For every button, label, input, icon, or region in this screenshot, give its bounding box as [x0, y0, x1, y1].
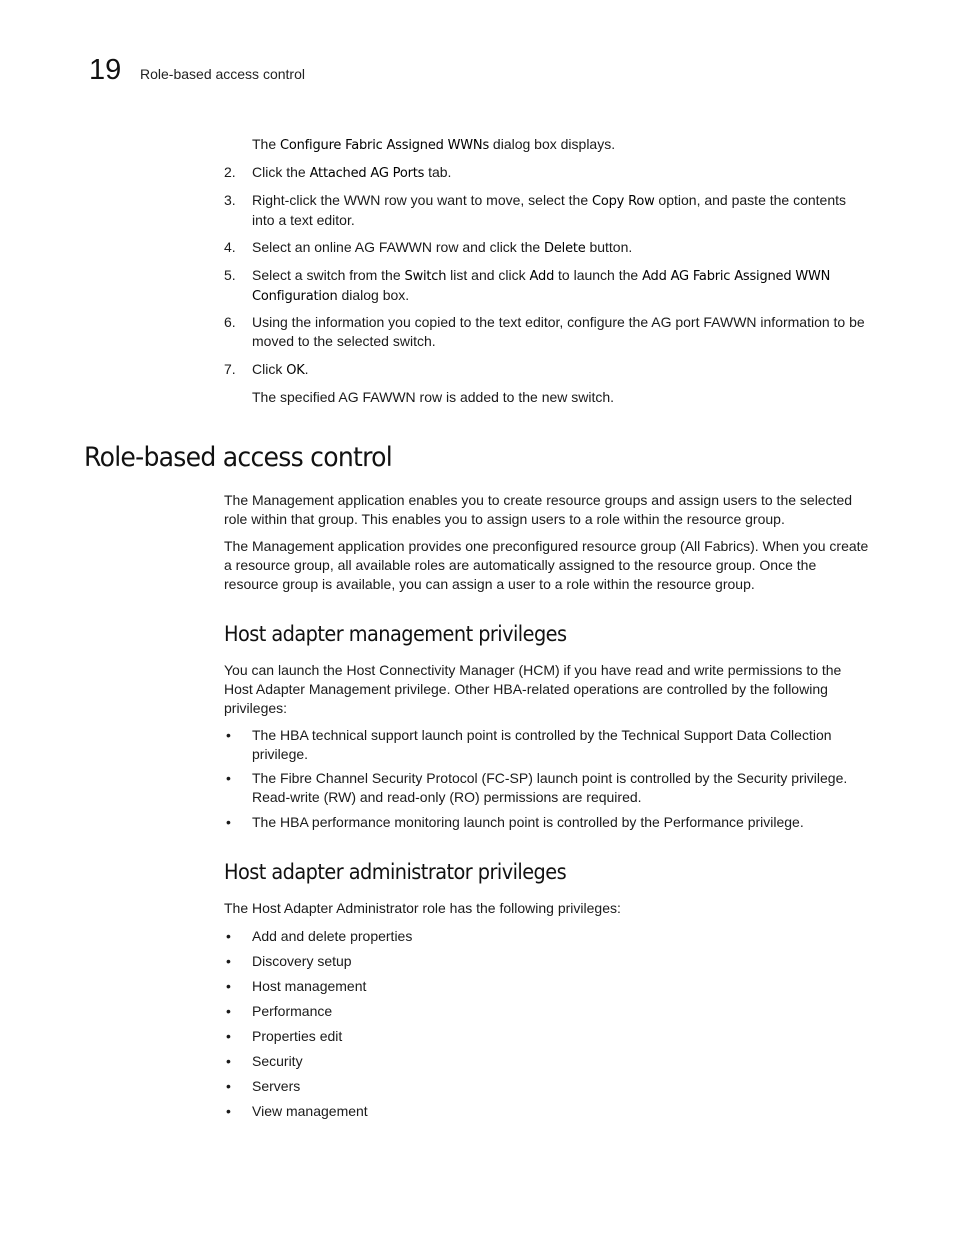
- text-run: .: [304, 361, 309, 377]
- ui-term: Add: [529, 269, 555, 284]
- bullet-icon: •: [226, 1003, 231, 1019]
- step-number: 7.: [224, 361, 236, 377]
- bullet-icon: •: [226, 1103, 231, 1119]
- text-run: list and click: [446, 267, 530, 283]
- list-item-text: Security: [252, 1053, 303, 1069]
- step-number: 4.: [224, 239, 236, 255]
- text-run: to launch the: [554, 267, 643, 283]
- bullet-icon: •: [226, 953, 231, 969]
- bullet-icon: •: [226, 770, 231, 786]
- subsection-heading: Host adapter administrator privileges: [224, 860, 567, 884]
- section-heading: Role-based access control: [84, 442, 392, 473]
- text-run: Using the information you copied to the text editor, configure the AG port FAWWN information to be moved to the selected switch.: [252, 314, 865, 349]
- list-item-text: Host management: [252, 978, 367, 994]
- ui-term: Copy Row: [592, 194, 655, 209]
- ui-term: Attached AG Ports: [309, 166, 425, 181]
- subsection-paragraph: You can launch the Host Connectivity Manager (HCM) if you have read and write permissions to the Host Adapter Management privilege. Other HBA-related operations are controlled by the following privileges:: [224, 662, 842, 716]
- text-run: Select a switch from the: [252, 267, 405, 283]
- bullet-icon: •: [226, 814, 231, 830]
- subsection-heading: Host adapter management privileges: [224, 622, 567, 646]
- step-result-text: The specified AG FAWWN row is added to the new switch.: [252, 389, 615, 405]
- text-run: Click: [252, 361, 287, 377]
- list-item-text: Discovery setup: [252, 953, 352, 969]
- ui-term: Switch: [404, 269, 447, 284]
- list-item-text: Servers: [252, 1078, 301, 1094]
- list-item-text: Properties edit: [252, 1028, 343, 1044]
- ui-term: Add AG Fabric Assigned WWN Configuration: [252, 269, 831, 304]
- chapter-title: Role-based access control: [140, 66, 305, 82]
- text-run: button.: [585, 239, 633, 255]
- ui-term: Delete: [544, 241, 586, 256]
- step-number: 2.: [224, 164, 236, 180]
- text-run: tab.: [424, 164, 452, 180]
- step-number: 5.: [224, 267, 236, 283]
- text-run: Right-click the WWN row you want to move, select the: [252, 192, 592, 208]
- bullet-icon: •: [226, 727, 231, 743]
- list-item-text: Performance: [252, 1003, 333, 1019]
- list-item-text: The HBA performance monitoring launch point is controlled by the Performance privilege.: [252, 814, 804, 830]
- subsection-paragraph: The Host Adapter Administrator role has the following privileges:: [224, 900, 621, 916]
- text-run: The: [252, 136, 281, 152]
- bullet-icon: •: [226, 1053, 231, 1069]
- list-item-text: The Fibre Channel Security Protocol (FC-SP) launch point is controlled by the Security privilege. Read-write (RW) and read-only (RO) permissions are required.: [252, 770, 848, 805]
- bullet-icon: •: [226, 978, 231, 994]
- list-item-text: The HBA technical support launch point is controlled by the Technical Support Data Collection privilege.: [252, 727, 832, 762]
- text-run: dialog box.: [337, 287, 410, 303]
- ui-term: Configure Fabric Assigned WWNs: [280, 138, 490, 153]
- text-run: Click the: [252, 164, 310, 180]
- step-number: 6.: [224, 314, 236, 330]
- section-paragraph: The Management application provides one preconfigured resource group (All Fabrics). When you create a resource group, all available roles are automatically assigned to the resource group. Once the resource group is available, you can assign a user to a role within the resource group.: [224, 538, 869, 592]
- bullet-icon: •: [226, 1028, 231, 1044]
- bullet-icon: •: [226, 1078, 231, 1094]
- text-run: dialog box displays.: [489, 136, 616, 152]
- ui-term: OK: [286, 363, 305, 378]
- list-item-text: Add and delete properties: [252, 928, 413, 944]
- text-run: option, and paste the contents into a text editor.: [252, 192, 847, 228]
- list-item-text: View management: [252, 1103, 368, 1119]
- step-number: 3.: [224, 192, 236, 208]
- text-run: Select an online AG FAWWN row and click the: [252, 239, 545, 255]
- chapter-number: 19: [89, 54, 122, 86]
- section-paragraph: The Management application enables you to create resource groups and assign users to the selected role within that group. This enables you to assign users to a role within the resource group.: [224, 492, 853, 527]
- bullet-icon: •: [226, 928, 231, 944]
